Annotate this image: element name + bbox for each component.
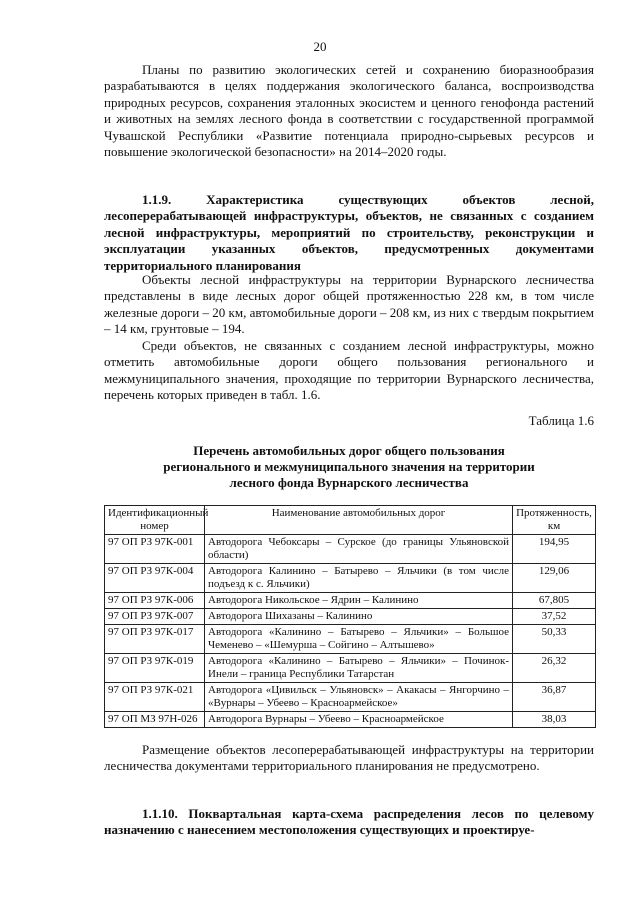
page-number: 20 [313,39,327,54]
road-name: Автодорога Калинино – Батырево – Яльчики (в том числе подъезд к с. Яльчики) [205,564,513,593]
table-title [104,443,594,492]
table-title-line: лесного фонда Вурнарского лесничества [229,475,469,491]
road-name: Автодорога Шихазаны – Калинино [205,609,513,625]
road-id: 97 ОП МЗ 97Н-026 [105,712,205,728]
road-length: 26,32 [513,654,596,683]
table-row [105,625,596,654]
section-heading-1-1-9: 1.1.9. Характеристика существующих объектов лесной, лесоперерабатывающей инфраструктуры, объектов, не связанных с созданием лесной инфраструктуры, мероприятий по строительству, реконструкции и эксплуатации указанных объектов, предусмотренных документами территориального планирования [104,192,594,273]
road-length: 194,95 [513,535,596,564]
paragraph-processing-infrastructure: Размещение объектов лесоперерабатывающей инфраструктуры на территории лесничества документами территориального планирования не предусмотрено. [104,742,594,774]
road-length: 37,52 [513,609,596,625]
road-name: Автодорога «Калинино – Батырево – Яльчики» – Починок-Инели – граница Республики Татарстан [205,654,513,683]
table-title-line: регионального и межмуниципального значения на территории [163,459,535,475]
header-id: Идентификационный номер [105,506,205,535]
road-name: Автодорога «Калинино – Батырево – Яльчики» – Большое Чеменево – «Шемурша – Сойгино – Алтышево» [205,625,513,654]
table-row [105,654,596,683]
table-header-row [105,506,596,535]
road-id: 97 ОП РЗ 97К-001 [105,535,205,564]
road-id: 97 ОП РЗ 97К-019 [105,654,205,683]
road-length: 50,33 [513,625,596,654]
paragraph-public-roads: Среди объектов, не связанных с созданием лесной инфраструктуры, можно отметить автомобильные дороги общего пользования регионального и межмуниципального значения, проходящие по территории Вурнарского лесничества, перечень которых приведен в табл. 1.6. [104,338,594,403]
road-name: Автодорога Никольское – Ядрин – Калинино [205,593,513,609]
road-length: 36,87 [513,683,596,712]
road-id: 97 ОП РЗ 97К-021 [105,683,205,712]
table-row [105,535,596,564]
table-row [105,609,596,625]
road-name: Автодорога «Цивильск – Ульяновск» – Акакасы – Янгорчино – «Вурнары – Убеево – Красноармейское» [205,683,513,712]
road-length: 38,03 [513,712,596,728]
section-heading-1-1-10: 1.1.10. Поквартальная карта-схема распределения лесов по целевому назначению с нанесением местоположения существующих и проектируе- [104,806,594,838]
header-name: Наименование автомобильных дорог [205,506,513,535]
road-id: 97 ОП РЗ 97К-006 [105,593,205,609]
roads-table [104,505,596,728]
road-id: 97 ОП РЗ 97К-007 [105,609,205,625]
road-id: 97 ОП РЗ 97К-017 [105,625,205,654]
table-row [105,683,596,712]
paragraph-forest-infrastructure: Объекты лесной инфраструктуры на территории Вурнарского лесничества представлены в виде лесных дорог общей протяженностью 228 км, в том числе железные дороги – 20 км, автомобильные дороги – 208 км, из них с твердым покрытием – 14 км, грунтовые – 194. [104,272,594,337]
header-length: Протяженность, км [513,506,596,535]
road-length: 129,06 [513,564,596,593]
table-row [105,593,596,609]
paragraph-biodiversity-plans: Планы по развитию экологических сетей и сохранению биоразнообразия разрабатываются в целях поддержания экологического баланса, воспроизводства природных ресурсов, сохранения эталонных экосистем и ценного генофонда растений и животных на землях лесного фонда в соответствии с государственной программой Чувашской Республики «Развитие потенциала природно-сырьевых ресурсов и повышение экологической безопасности» на 2014–2020 годы. [104,62,594,160]
road-length: 67,805 [513,593,596,609]
roads-table-container [104,505,595,728]
road-name: Автодорога Вурнары – Убеево – Красноармейское [205,712,513,728]
table-title-line: Перечень автомобильных дорог общего пользования [193,443,505,458]
table-row [105,564,596,593]
road-name: Автодорога Чебоксары – Сурское (до границы Ульяновской области) [205,535,513,564]
table-caption: Таблица 1.6 [528,413,594,428]
road-id: 97 ОП РЗ 97К-004 [105,564,205,593]
table-row [105,712,596,728]
